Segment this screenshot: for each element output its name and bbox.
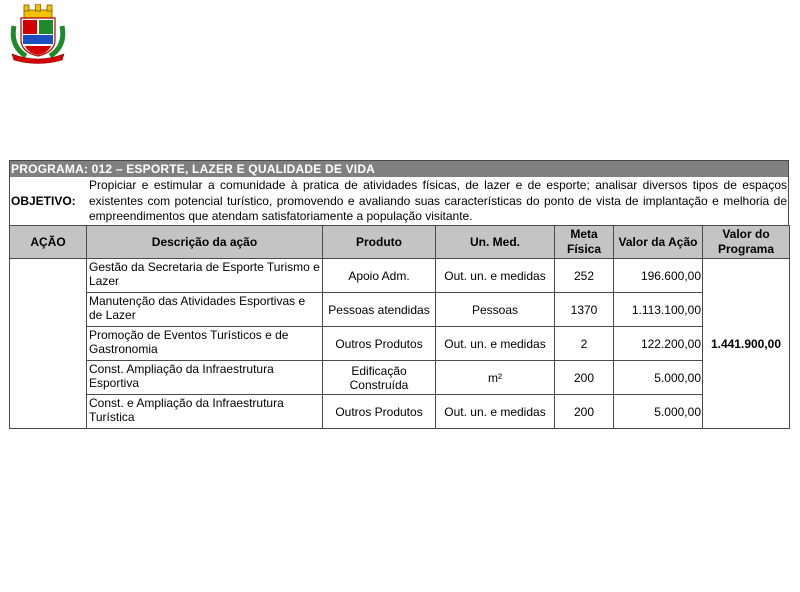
objective-label: OBJETIVO:	[11, 194, 76, 208]
unidade-cell: Out. un. e medidas	[436, 395, 555, 429]
unidade-cell: Out. un. e medidas	[436, 259, 555, 293]
objective-row	[9, 177, 789, 225]
produto-cell: Pessoas atendidas	[323, 293, 436, 327]
col-header-descricao: Descrição da ação	[87, 226, 323, 259]
coat-of-arms-logo	[8, 4, 68, 64]
program-header: PROGRAMA: 012 – ESPORTE, LAZER E QUALIDADE DE VIDA	[9, 160, 789, 177]
descricao-cell: Const. e Ampliação da Infraestrutura Turística	[87, 395, 323, 429]
valor-acao-cell: 122.200,00	[614, 327, 703, 361]
meta-cell: 252	[555, 259, 614, 293]
table-header-row	[10, 226, 790, 259]
unidade-cell: Pessoas	[436, 293, 555, 327]
produto-cell: Outros Produtos	[323, 327, 436, 361]
col-header-valor-programa: Valor do Programa	[703, 226, 790, 259]
meta-cell: 200	[555, 361, 614, 395]
acao-cell	[10, 259, 87, 429]
table-row	[10, 361, 790, 395]
valor-acao-cell: 1.113.100,00	[614, 293, 703, 327]
valor-acao-cell: 5.000,00	[614, 395, 703, 429]
program-document	[9, 160, 789, 429]
col-header-meta: Meta Física	[555, 226, 614, 259]
descricao-cell: Promoção de Eventos Turísticos e de Gastronomia	[87, 327, 323, 361]
col-header-unidade: Un. Med.	[436, 226, 555, 259]
produto-cell: Outros Produtos	[323, 395, 436, 429]
unidade-cell: Out. un. e medidas	[436, 327, 555, 361]
produto-cell: Apoio Adm.	[323, 259, 436, 293]
objective-text: Propiciar e estimular a comunidade à pratica de atividades físicas, de lazer e de esporte; analisar diversos tipos de espaços existentes com potencial turístico, promovendo e avaliando suas características do ponto de vista de implantação e melhoria de empreendimentos que atendam satisfatoriamente a população visitante.	[89, 178, 787, 223]
descricao-cell: Gestão da Secretaria de Esporte Turismo e Lazer	[87, 259, 323, 293]
col-header-valor-acao: Valor da Ação	[614, 226, 703, 259]
table-row	[10, 395, 790, 429]
descricao-cell: Manutenção das Atividades Esportivas e de Lazer	[87, 293, 323, 327]
meta-cell: 200	[555, 395, 614, 429]
meta-cell: 2	[555, 327, 614, 361]
valor-acao-cell: 196.600,00	[614, 259, 703, 293]
table-row	[10, 327, 790, 361]
crown-icon	[24, 4, 52, 18]
produto-cell: Edificação Construída	[323, 361, 436, 395]
actions-table	[9, 225, 790, 429]
valor-acao-cell: 5.000,00	[614, 361, 703, 395]
valor-programa-cell: 1.441.900,00	[703, 259, 790, 429]
descricao-cell: Const. Ampliação da Infraestrutura Esportiva	[87, 361, 323, 395]
col-header-produto: Produto	[323, 226, 436, 259]
table-row	[10, 259, 790, 293]
meta-cell: 1370	[555, 293, 614, 327]
unidade-cell: m²	[436, 361, 555, 395]
table-row	[10, 293, 790, 327]
col-header-acao: AÇÃO	[10, 226, 87, 259]
